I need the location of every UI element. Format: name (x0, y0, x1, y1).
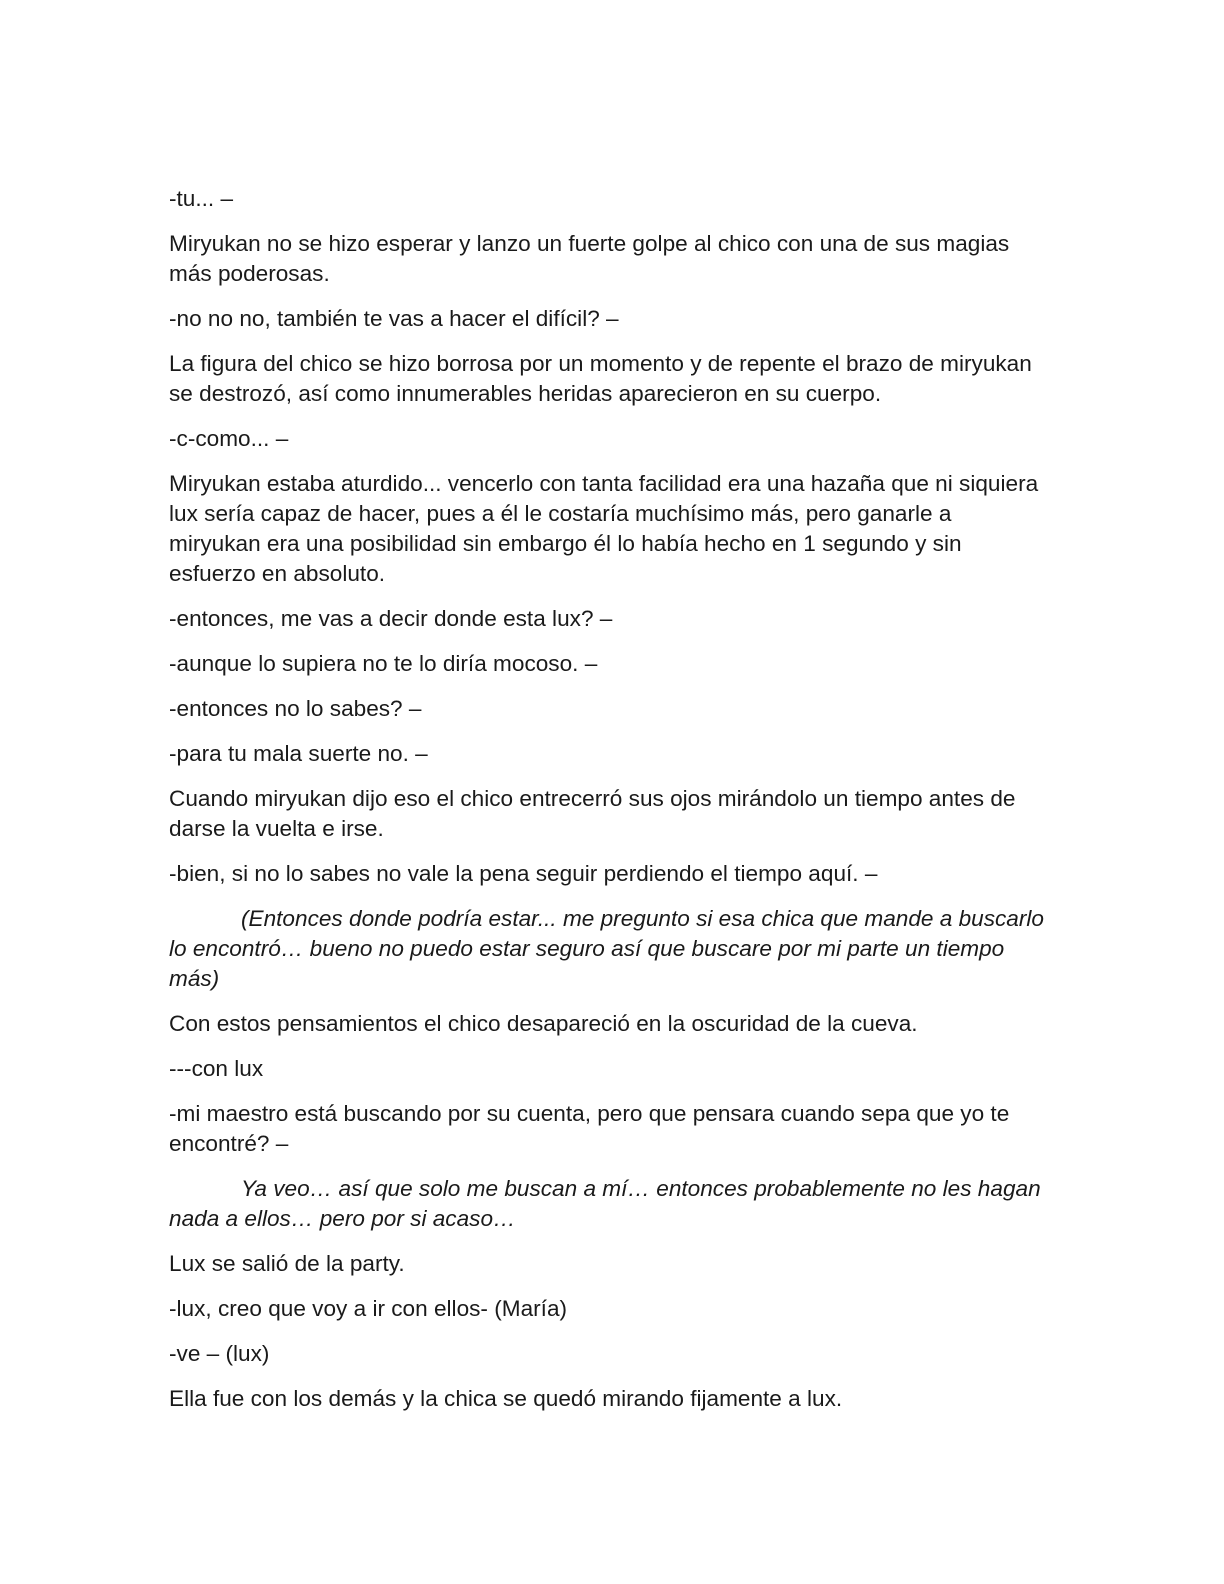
paragraph: Lux se salió de la party. (169, 1251, 405, 1276)
thought-paragraph: (Entonces donde podría estar... me pregunto si esa chica que mande a buscarlo lo encontró… bueno no puedo estar seguro así que buscare por mi parte un tiempo más) (169, 906, 1051, 991)
document-body (169, 184, 1049, 1429)
paragraph: -ve – (lux) (169, 1341, 270, 1366)
paragraph: -para tu mala suerte no. – (169, 741, 428, 766)
paragraph: -entonces no lo sabes? – (169, 696, 422, 721)
paragraph: Cuando miryukan dijo eso el chico entrecerró sus ojos mirándolo un tiempo antes de darse la vuelta e irse. (169, 786, 1022, 841)
scene-break: ---con lux (169, 1056, 264, 1081)
paragraph: Ella fue con los demás y la chica se quedó mirando fijamente a lux. (169, 1386, 843, 1411)
paragraph: Miryukan no se hizo esperar y lanzo un fuerte golpe al chico con una de sus magias más poderosas. (169, 231, 1016, 286)
thought-paragraph: Ya veo… así que solo me buscan a mí… entonces probablemente no les hagan nada a ellos… pero por si acaso… (169, 1176, 1047, 1231)
paragraph: La figura del chico se hizo borrosa por un momento y de repente el brazo de miryukan se destrozó, así como innumerables heridas aparecieron en su cuerpo. (169, 351, 1039, 406)
paragraph: -entonces, me vas a decir donde esta lux? – (169, 606, 613, 631)
paragraph: Con estos pensamientos el chico desapareció en la oscuridad de la cueva. (169, 1011, 918, 1036)
paragraph: -no no no, también te vas a hacer el difícil? – (169, 306, 619, 331)
paragraph: -mi maestro está buscando por su cuenta, pero que pensara cuando sepa que yo te encontré? – (169, 1101, 1016, 1156)
paragraph: Miryukan estaba aturdido... vencerlo con tanta facilidad era una hazaña que ni siquiera lux sería capaz de hacer, pues a él le costaría muchísimo más, pero ganarle a miryukan era una posibilidad sin embargo él lo había hecho en 1 segundo y sin esfuerzo en absoluto. (169, 471, 1045, 586)
paragraph: -bien, si no lo sabes no vale la pena seguir perdiendo el tiempo aquí. – (169, 861, 878, 886)
paragraph: -aunque lo supiera no te lo diría mocoso. – (169, 651, 598, 676)
paragraph: -tu... – (169, 186, 234, 211)
paragraph: -lux, creo que voy a ir con ellos- (María) (169, 1296, 568, 1321)
paragraph: -c-como... – (169, 426, 289, 451)
